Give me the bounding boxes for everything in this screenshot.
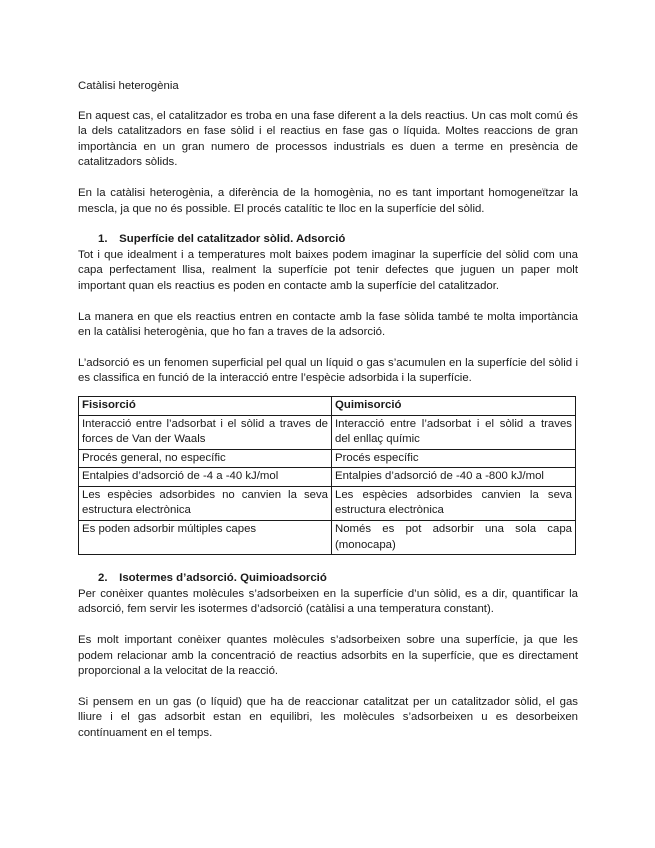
table-cell: Les espècies adsorbides canvien la seva estructura electrònica: [332, 486, 576, 520]
section-1-paragraph-3: L’adsorció es un fenomen superficial pel qual un líquid o gas s’acumulen en la superfície del sòlid i es classifica en funció de la interacció entre l’espècie adsorbida i la superfície.: [78, 356, 578, 385]
intro-paragraph-2: En la catàlisi heterogènia, a diferència de la homogènia, no es tant important homogeneïtzar la mescla, ja que no és possible. El procés catalític te lloc en la superfície del sòlid.: [78, 186, 578, 215]
table-cell: Entalpies d’adsorció de -40 a -800 kJ/mol: [332, 468, 576, 487]
document-content: [78, 79, 578, 757]
section-1-heading: [78, 232, 578, 248]
table-row: [79, 521, 576, 555]
table-cell: Les espècies adsorbides no canvien la seva estructura electrònica: [79, 486, 332, 520]
table-row: [79, 449, 576, 468]
table-cell: Només es pot adsorbir una sola capa (monocapa): [332, 521, 576, 555]
adsorption-comparison-table: [78, 396, 576, 555]
table-cell: Entalpies d’adsorció de -4 a -40 kJ/mol: [79, 468, 332, 487]
table-cell: Procés específic: [332, 449, 576, 468]
section-2-paragraph-1: Per conèixer quantes molècules s’adsorbeixen en la superfície d’un sòlid, es a dir, quantificar la adsorció, fem servir les isotermes d’adsorció (catàlisi a una temperatura constant).: [78, 587, 578, 616]
section-1-paragraph-1: Tot i que idealment i a temperatures molt baixes podem imaginar la superfície del sòlid com una capa perfectament llisa, realment la superfície pot tenir defectes que juguen un paper molt important quan els reactius es poden en contacte amb la superfície del catalitzador.: [78, 248, 578, 292]
section-2-paragraph-2: Es molt important conèixer quantes molècules s’adsorbeixen sobre una superfície, ja que les podem relacionar amb la concentració de reactius adsorbits en la superfície, que es directament proporcional a la velocitat de la reacció.: [78, 634, 578, 678]
intro-paragraph-1: En aquest cas, el catalitzador es troba en una fase diferent a la dels reactius. Un cas molt comú és la dels catalitzadors en fase sòlid i el reactius en fase gas o líquida. Moltes reaccions de gran importància en un gran numero de processos industrials es duen a terme en presència de catalitzadors sòlids.: [78, 109, 578, 169]
table-row: [79, 415, 576, 449]
table-header-row: [79, 396, 576, 415]
document-title: Catàlisi heterogènia: [78, 80, 179, 92]
section-2-title: Isotermes d’adsorció. Quimioadsorció: [119, 572, 327, 585]
section-2-heading: [78, 571, 578, 587]
table-cell: Interacció entre l’adsorbat i el sòlid a traves de forces de Van der Waals: [79, 415, 332, 449]
section-1-title: Superfície del catalitzador sòlid. Adsorció: [119, 233, 346, 246]
section-1-paragraph-2: La manera en que els reactius entren en contacte amb la fase sòlida també te molta importància en la catàlisi heterogènia, que ho fan a traves de la adsorció.: [78, 310, 578, 339]
table-header-physisorption: Fisisorció: [79, 396, 332, 415]
table-cell: Procés general, no específic: [79, 449, 332, 468]
section-1-number: 1.: [98, 233, 108, 246]
table-cell: Es poden adsorbir múltiples capes: [79, 521, 332, 555]
table-row: [79, 468, 576, 487]
table-row: [79, 486, 576, 520]
table-cell: Interacció entre l’adsorbat i el sòlid a traves del enllaç químic: [332, 415, 576, 449]
section-2-paragraph-3: Si pensem en un gas (o líquid) que ha de reaccionar catalitzat per un catalitzador sòlid, el gas lliure i el gas adsorbit estan en equilibri, les molècules s’adsorbeixen u es desorbeixen contínuament en el temps.: [78, 695, 578, 739]
table-header-chemisorption: Quimisorció: [332, 396, 576, 415]
section-2-number: 2.: [98, 572, 108, 585]
